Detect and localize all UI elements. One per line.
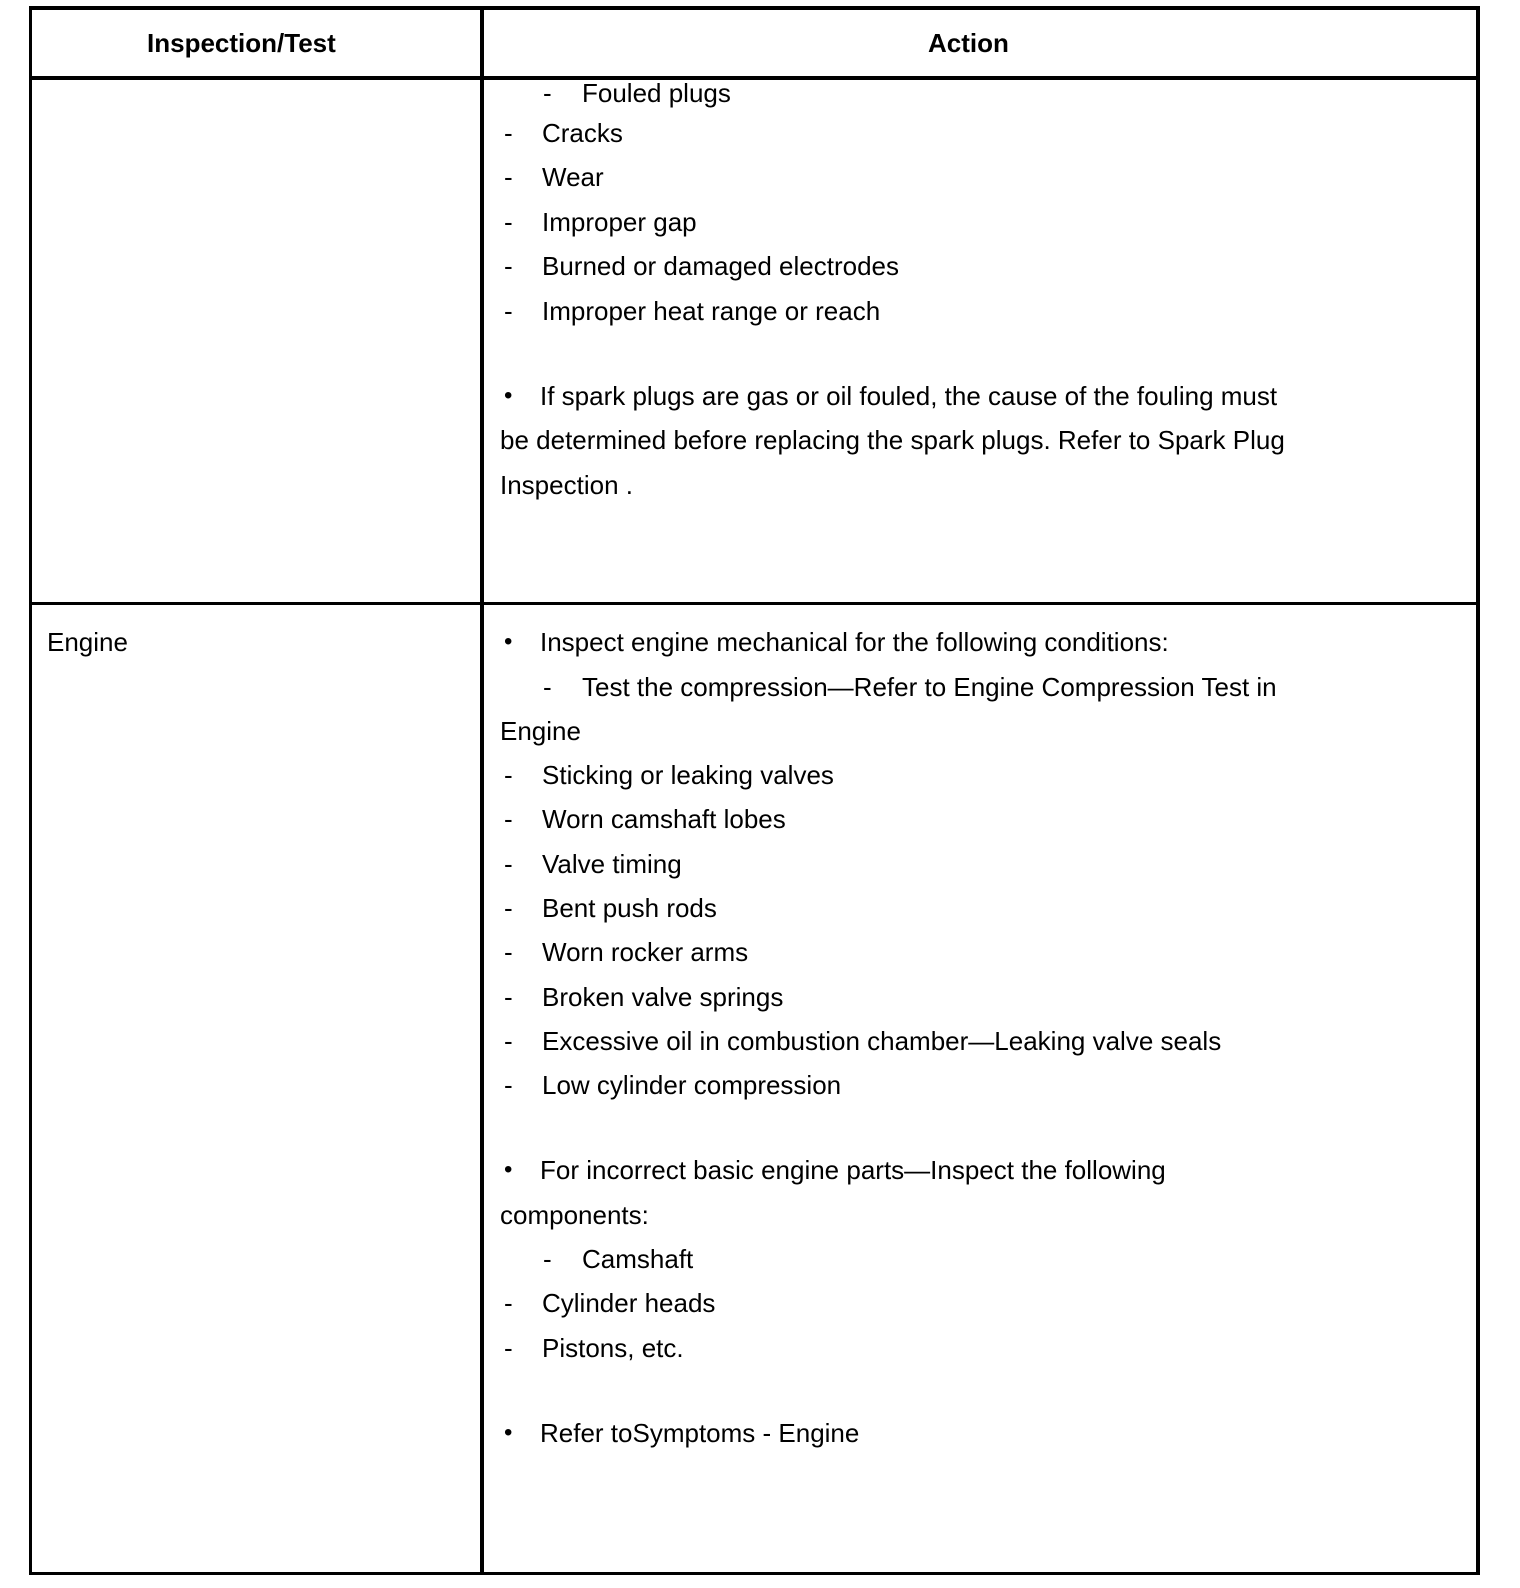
part-item: Camshaft	[582, 1244, 694, 1274]
dash-marker: -	[504, 849, 513, 879]
table-border-bottom	[29, 1572, 1480, 1575]
cut-off-list-item	[480, 80, 1440, 110]
dash-marker: -	[504, 207, 513, 237]
row-divider	[29, 602, 1480, 605]
condition-item: Bent push rods	[542, 893, 717, 923]
header-inspection-test: Inspection/Test	[147, 28, 336, 58]
dash-marker: -	[543, 1244, 552, 1274]
note-line: If spark plugs are gas or oil fouled, the cause of the fouling must	[540, 381, 1278, 411]
dash-marker: -	[504, 982, 513, 1012]
condition-item: Worn camshaft lobes	[542, 804, 786, 834]
part-item: Cylinder heads	[542, 1288, 716, 1318]
dash-marker: -	[504, 296, 513, 326]
symptoms-engine-link[interactable]: Refer toSymptoms - Engine	[540, 1418, 860, 1448]
dash-marker: -	[504, 1026, 513, 1056]
table-border-right	[1476, 6, 1480, 1575]
bullet-marker: •	[504, 1419, 513, 1446]
dash-marker: -	[543, 672, 552, 702]
dash-marker: -	[504, 1333, 513, 1363]
compression-test-line: Engine	[500, 716, 581, 746]
condition-item: Valve timing	[542, 849, 682, 879]
condition-item: Sticking or leaking valves	[542, 760, 834, 790]
dash-marker: -	[543, 80, 552, 108]
parts-intro-line: components:	[500, 1200, 649, 1230]
condition-item: Worn rocker arms	[542, 937, 749, 967]
list-item: Improper heat range or reach	[542, 296, 881, 326]
list-item: Burned or damaged electrodes	[542, 251, 900, 281]
header-action: Action	[928, 28, 1009, 58]
list-item: Wear	[542, 162, 604, 192]
list-item-fouled-plugs: Fouled plugs	[582, 80, 731, 108]
column-divider	[480, 6, 484, 1575]
condition-item: Excessive oil in combustion chamber—Leaking valve seals	[542, 1026, 1222, 1056]
bullet-marker: •	[504, 628, 513, 655]
engine-intro: Inspect engine mechanical for the following conditions:	[540, 627, 1169, 657]
list-item: Improper gap	[542, 207, 697, 237]
part-item: Pistons, etc.	[542, 1333, 684, 1363]
note-line: Inspection .	[500, 470, 633, 500]
dash-marker: -	[504, 118, 513, 148]
inspection-engine: Engine	[47, 627, 128, 657]
condition-item: Low cylinder compression	[542, 1070, 842, 1100]
condition-item: Broken valve springs	[542, 982, 784, 1012]
bullet-marker: •	[504, 1156, 513, 1183]
table-border-left	[29, 6, 32, 1575]
dash-marker: -	[504, 251, 513, 281]
dash-marker: -	[504, 893, 513, 923]
dash-marker: -	[504, 1070, 513, 1100]
bullet-marker: •	[504, 382, 513, 409]
dash-marker: -	[504, 804, 513, 834]
dash-marker: -	[504, 162, 513, 192]
dash-marker: -	[504, 1288, 513, 1318]
dash-marker: -	[504, 937, 513, 967]
list-item: Cracks	[542, 118, 623, 148]
compression-test-line: Test the compression—Refer to Engine Compression Test in	[582, 672, 1277, 702]
table-border-top	[29, 6, 1480, 10]
dash-marker: -	[504, 760, 513, 790]
parts-intro-line: For incorrect basic engine parts—Inspect the following	[540, 1155, 1166, 1185]
note-line: be determined before replacing the spark plugs. Refer to Spark Plug	[500, 425, 1285, 455]
